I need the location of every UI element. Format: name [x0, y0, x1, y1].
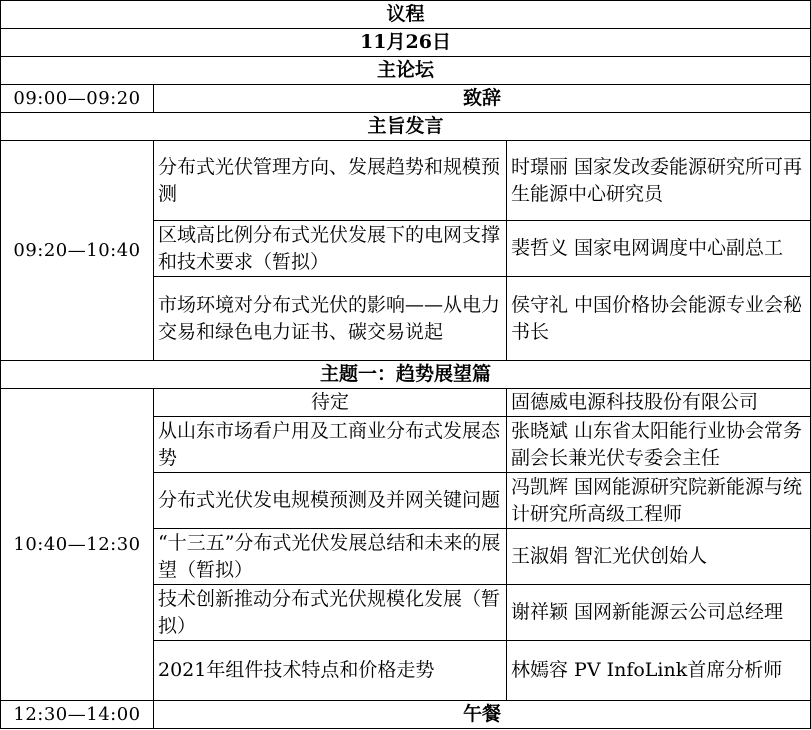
- session-topic: 2021年组件技术特点和价格走势: [154, 641, 507, 701]
- lunch-row: [1, 701, 811, 729]
- theme1-heading: 主题一：趋势展望篇: [1, 361, 811, 389]
- lunch-label: 午餐: [154, 701, 811, 729]
- session-speaker: 固德威电源科技股份有限公司: [507, 389, 811, 417]
- opening-label: 致辞: [154, 85, 811, 113]
- session-topic: 区域高比例分布式光伏发展下的电网支撑和技术要求（暂拟）: [154, 221, 507, 277]
- opening-time: 09:00—09:20: [1, 85, 154, 113]
- agenda-date: 11月26日: [1, 29, 811, 57]
- table-row: [1, 389, 811, 417]
- session-topic: “十三五”分布式光伏发展总结和未来的展望（暂拟）: [154, 529, 507, 585]
- theme1-heading-row: [1, 361, 811, 389]
- session-speaker: 冯凯辉 国网能源研究院新能源与统计研究所高级工程师: [507, 473, 811, 529]
- session-speaker: 时璟丽 国家发改委能源研究所可再生能源中心研究员: [507, 141, 811, 221]
- keynote-time: 09:20—10:40: [1, 141, 154, 361]
- lunch-time: 12:30—14:00: [1, 701, 154, 729]
- keynote-heading-row: [1, 113, 811, 141]
- opening-row: [1, 85, 811, 113]
- session-speaker: 王淑娟 智汇光伏创始人: [507, 529, 811, 585]
- session-topic: 分布式光伏发电规模预测及并网关键问题: [154, 473, 507, 529]
- session-speaker: 张晓斌 山东省太阳能行业协会常务副会长兼光伏专委会主任: [507, 417, 811, 473]
- date-row: [1, 29, 811, 57]
- session-topic: 技术创新推动分布式光伏规模化发展（暂拟）: [154, 585, 507, 641]
- agenda-title: 议程: [1, 1, 811, 29]
- keynote-heading: 主旨发言: [1, 113, 811, 141]
- forum-row: [1, 57, 811, 85]
- forum-heading: 主论坛: [1, 57, 811, 85]
- session-topic: 从山东市场看户用及工商业分布式发展态势: [154, 417, 507, 473]
- session-speaker: 侯守礼 中国价格协会能源专业会秘书长: [507, 277, 811, 361]
- session-speaker: 谢祥颖 国网新能源云公司总经理: [507, 585, 811, 641]
- session-topic: 待定: [154, 389, 507, 417]
- session-speaker: 裴哲义 国家电网调度中心副总工: [507, 221, 811, 277]
- session-speaker: 林嫣容 PV InfoLink首席分析师: [507, 641, 811, 701]
- theme1-time: 10:40—12:30: [1, 389, 154, 701]
- session-topic: 市场环境对分布式光伏的影响——从电力交易和绿色电力证书、碳交易说起: [154, 277, 507, 361]
- table-row: [1, 141, 811, 221]
- session-topic: 分布式光伏管理方向、发展趋势和规模预测: [154, 141, 507, 221]
- title-row: [1, 1, 811, 29]
